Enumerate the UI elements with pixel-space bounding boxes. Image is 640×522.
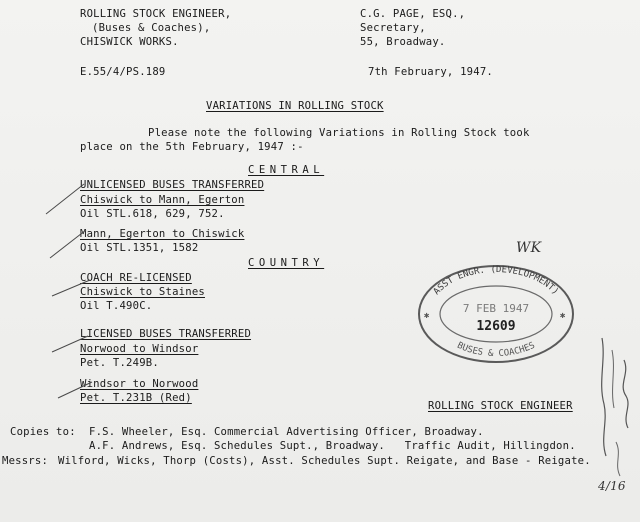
svg-text:✱: ✱ (424, 311, 430, 321)
coach-route: Chiswick to Staines (80, 286, 205, 298)
stamp-bottom-text: BUSES & COACHES (455, 340, 537, 359)
copies-label: Copies to: (10, 426, 76, 438)
signature-block: ROLLING STOCK ENGINEER (428, 400, 573, 412)
copies-line-3: Wilford, Wicks, Thorp (Costs), Asst. Schedules Supt. Reigate, and Base - Reigate. (58, 455, 591, 467)
central-route-1: Chiswick to Mann, Egerton (80, 194, 245, 206)
central-route-2: Mann, Egerton to Chiswick (80, 228, 245, 240)
svg-text:ASST ENGR. (DEVELOPMENT) (432, 265, 560, 297)
svg-text:✱: ✱ (560, 311, 566, 321)
recipient-line-2: Secretary, (360, 22, 426, 34)
licensed-heading: LICENSED BUSES TRANSFERRED (80, 328, 252, 340)
stamp-top-text: ASST ENGR. (DEVELOPMENT) (431, 264, 561, 298)
intro-line-2: place on the 5th February, 1947 :- (80, 141, 304, 153)
sender-line-2: (Buses & Coaches), (92, 22, 211, 34)
country-fleet-1: Pet. T.249B. (80, 357, 159, 369)
received-stamp (416, 262, 576, 364)
central-fleet-2: Oil STL.1351, 1582 (80, 242, 199, 254)
handwritten-initials: WK (516, 240, 542, 256)
country-fleet-2: Pet. T.231B (Red) (80, 392, 192, 404)
intro-line-1: Please note the following Variations in Rolling Stock took (148, 127, 530, 139)
memo-date: 7th February, 1947. (368, 66, 493, 78)
coach-heading: COACH RE-LICENSED (80, 272, 192, 284)
margin-scribbles (588, 330, 640, 522)
reference-number: E.55/4/PS.189 (80, 66, 166, 78)
copies-line-1: F.S. Wheeler, Esq. Commercial Advertising Officer, Broadway. (89, 426, 484, 438)
recipient-line-1: C.G. PAGE, ESQ., (360, 8, 466, 20)
copies-line-2: A.F. Andrews, Esq. Schedules Supt., Broadway. Traffic Audit, Hillingdon. (89, 440, 576, 452)
country-route-1: Norwood to Windsor (80, 343, 199, 355)
copies-messrs-label: Messrs: (2, 455, 49, 467)
country-route-2: Windsor to Norwood (80, 378, 199, 390)
margin-number: 4/16 (598, 479, 626, 493)
unlicensed-heading: UNLICENSED BUSES TRANSFERRED (80, 179, 265, 191)
pencil-check-marks (40, 176, 100, 406)
sender-line-3: CHISWICK WORKS. (80, 36, 179, 48)
central-heading: CENTRAL (248, 164, 325, 176)
svg-text:BUSES & COACHES (455, 341, 536, 359)
memo-title: VARIATIONS IN ROLLING STOCK (206, 100, 384, 112)
stamp-oval-icon (416, 262, 576, 364)
stamp-date: 7 FEB 1947 (462, 302, 530, 315)
sender-line-1: ROLLING STOCK ENGINEER, (80, 8, 232, 20)
country-heading: COUNTRY (248, 257, 325, 269)
stamp-number: 12609 (476, 319, 516, 334)
recipient-line-3: 55, Broadway. (360, 36, 446, 48)
central-fleet-1: Oil STL.618, 629, 752. (80, 208, 225, 220)
coach-fleet: Oil T.490C. (80, 300, 153, 312)
